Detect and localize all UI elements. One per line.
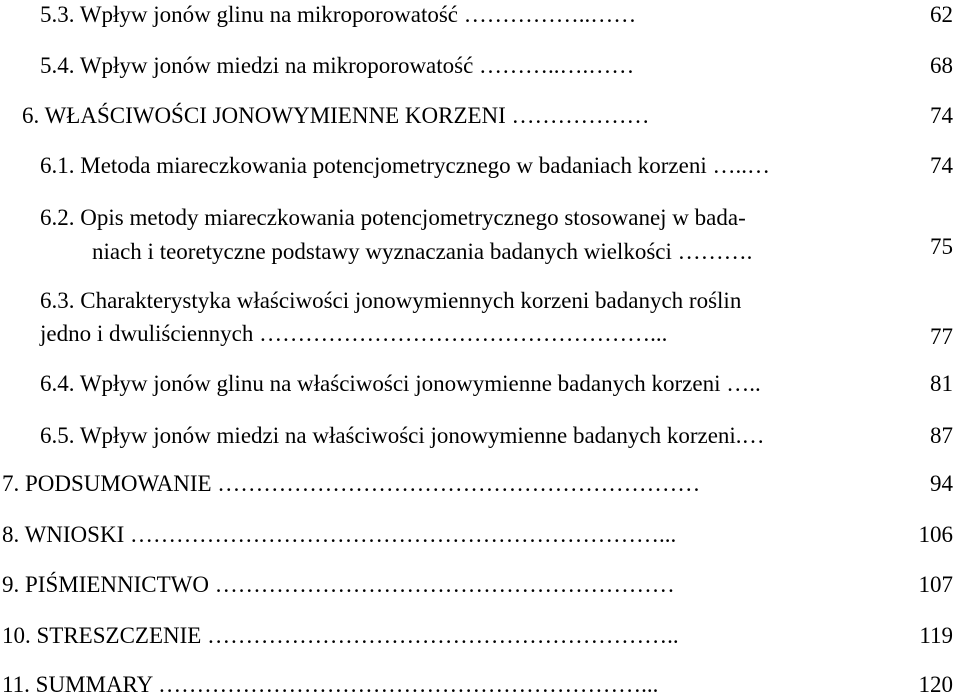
toc-entry-9: 9. PIŚMIENNICTWO …………………………………………………… [2, 572, 675, 597]
toc-entry-8: 8. WNIOSKI ……………………………………………………………... [2, 522, 677, 547]
toc-page-number: 94 [930, 471, 953, 496]
toc-page-number: 68 [930, 53, 953, 78]
toc-entry-10: 10. STRESZCZENIE …………………………………………………….. [2, 623, 679, 648]
toc-entry-6-5: 6.5. Wpływ jonów miedzi na właściwości jonowymienne badanych korzeni.… [40, 423, 765, 448]
toc-page-number: 107 [918, 572, 953, 597]
toc-page-number: 74 [930, 153, 953, 178]
toc-page-number: 120 [918, 672, 953, 697]
toc-page-number: 87 [930, 423, 953, 448]
toc-entry-6-3-line2: jedno i dwuliściennych ……………………………………………... [40, 321, 668, 346]
toc-page-number: 77 [930, 324, 953, 349]
toc-page-number: 75 [930, 234, 953, 259]
toc-entry-5-4: 5.4. Wpływ jonów miedzi na mikroporowatość ………..….…… [40, 53, 635, 78]
toc-entry-6-4: 6.4. Wpływ jonów glinu na właściwości jonowymienne badanych korzeni ….. [40, 371, 761, 396]
toc-page-number: 119 [919, 623, 953, 648]
toc-page-number: 106 [918, 522, 953, 547]
toc-entry-6-2-line2: niach i teoretyczne podstawy wyznaczania badanych wielkości ………. [92, 239, 753, 264]
toc-page-number: 74 [930, 103, 953, 128]
toc-entry-5-3: 5.3. Wpływ jonów glinu na mikroporowatość ……………..…… [40, 2, 637, 27]
toc-entry-6-3-line1: 6.3. Charakterystyka właściwości jonowymiennych korzeni badanych roślin [40, 288, 742, 313]
toc-entry-7: 7. PODSUMOWANIE ……………………………………………………… [2, 471, 701, 496]
toc-entry-6: 6. WŁAŚCIWOŚCI JONOWYMIENNE KORZENI ……………… [22, 103, 650, 128]
toc-page-number: 81 [930, 371, 953, 396]
toc-entry-6-2-line1: 6.2. Opis metody miareczkowania potencjometrycznego stosowanej w bada- [40, 205, 746, 230]
toc-entry-6-1: 6.1. Metoda miareczkowania potencjometrycznego w badaniach korzeni …..… [40, 153, 770, 178]
toc-page-number: 62 [930, 2, 953, 27]
toc-entry-11: 11. SUMMARY ………………………………………………………... [2, 672, 659, 697]
